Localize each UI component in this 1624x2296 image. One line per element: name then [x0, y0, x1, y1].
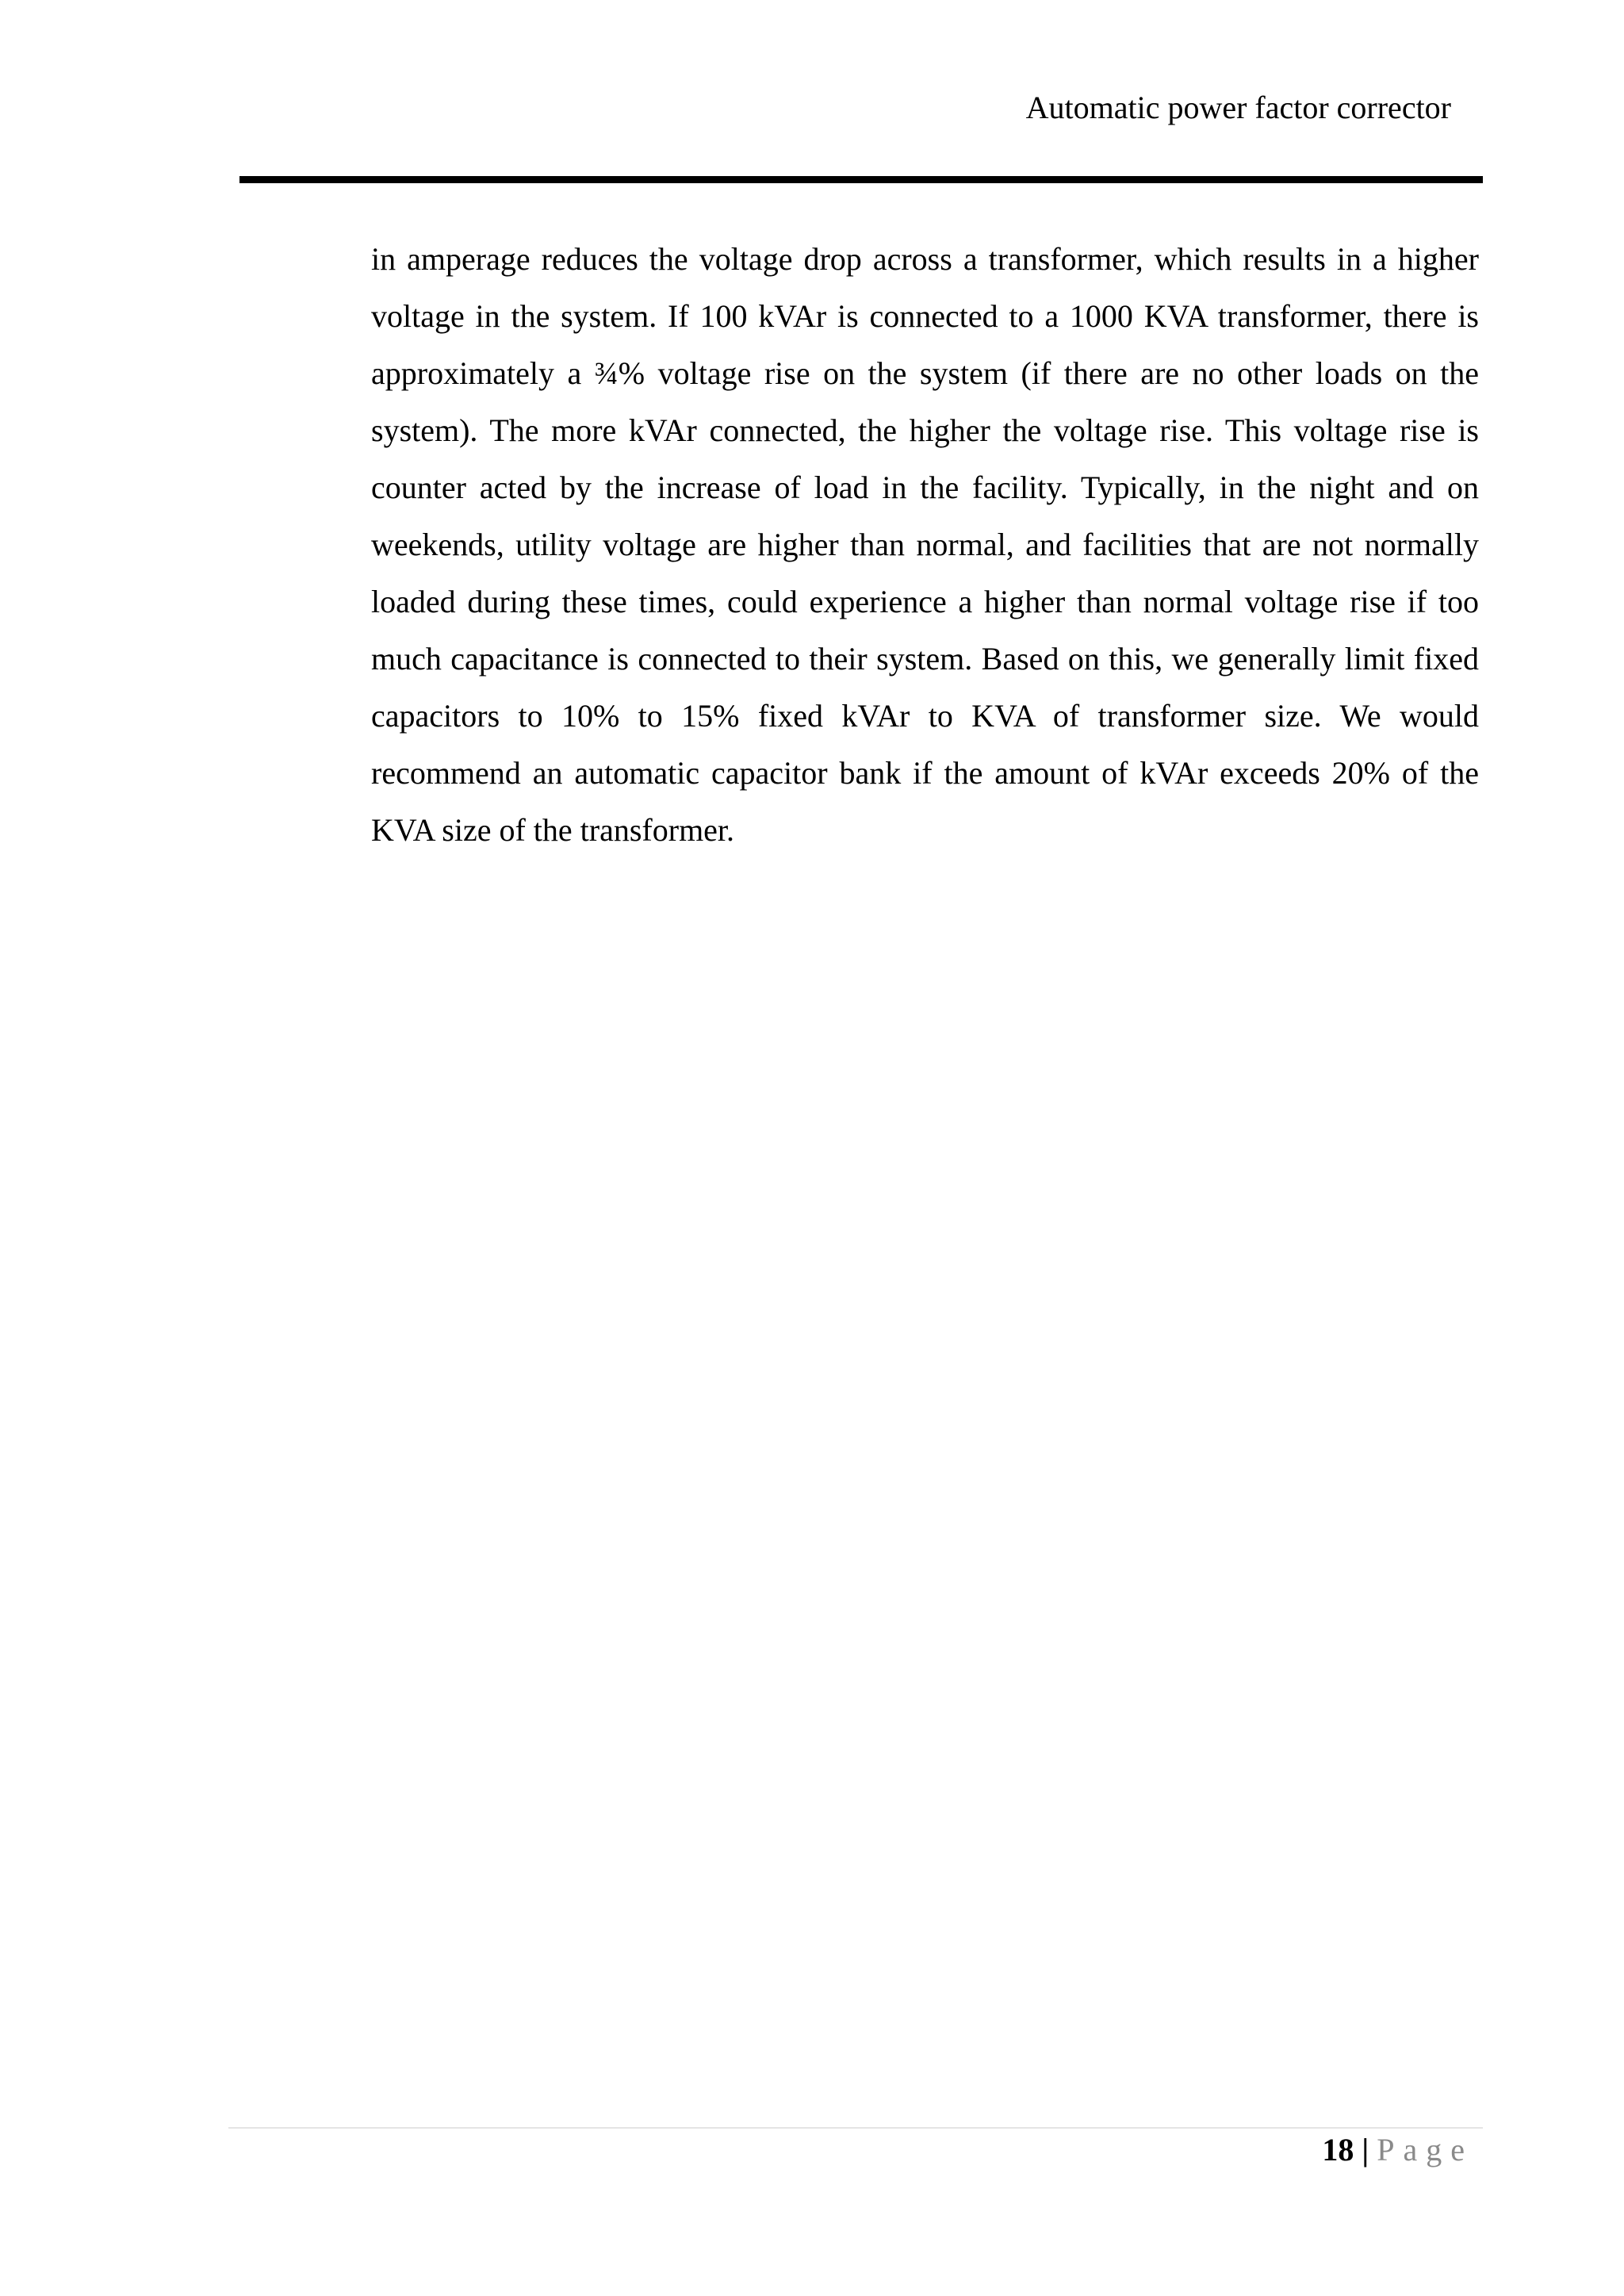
footer-divider — [228, 2127, 1483, 2129]
running-header-title: Automatic power factor corrector — [1025, 90, 1451, 125]
page-number-footer — [1322, 2129, 1473, 2171]
body-paragraph: in amperage reduces the voltage drop across a transformer, which results in a higher voltage in the system. If 100 kVAr is connected to a 1000 KVA transformer, there is approximately a ¾% voltage rise on the system (if there are no other loads on the system). The more kVAr connected, the higher the voltage rise. This voltage rise is counter acted by the increase of load in the facility. Typically, in the night and on weekends, utility voltage are higher than normal, and facilities that are not normally loaded during these times, could experience a higher than normal voltage rise if too much capacitance is connected to their system. Based on this, we generally limit fixed capacitors to 10% to 15% fixed kVAr to KVA of transformer size. We would recommend an automatic capacitor bank if the amount of kVAr exceeds 20% of the KVA size of the transformer. — [371, 241, 1479, 848]
page-label: Page — [1377, 2132, 1473, 2168]
page-number: 18 — [1322, 2132, 1354, 2168]
header-divider — [239, 176, 1483, 183]
page-separator: | — [1362, 2132, 1369, 2168]
